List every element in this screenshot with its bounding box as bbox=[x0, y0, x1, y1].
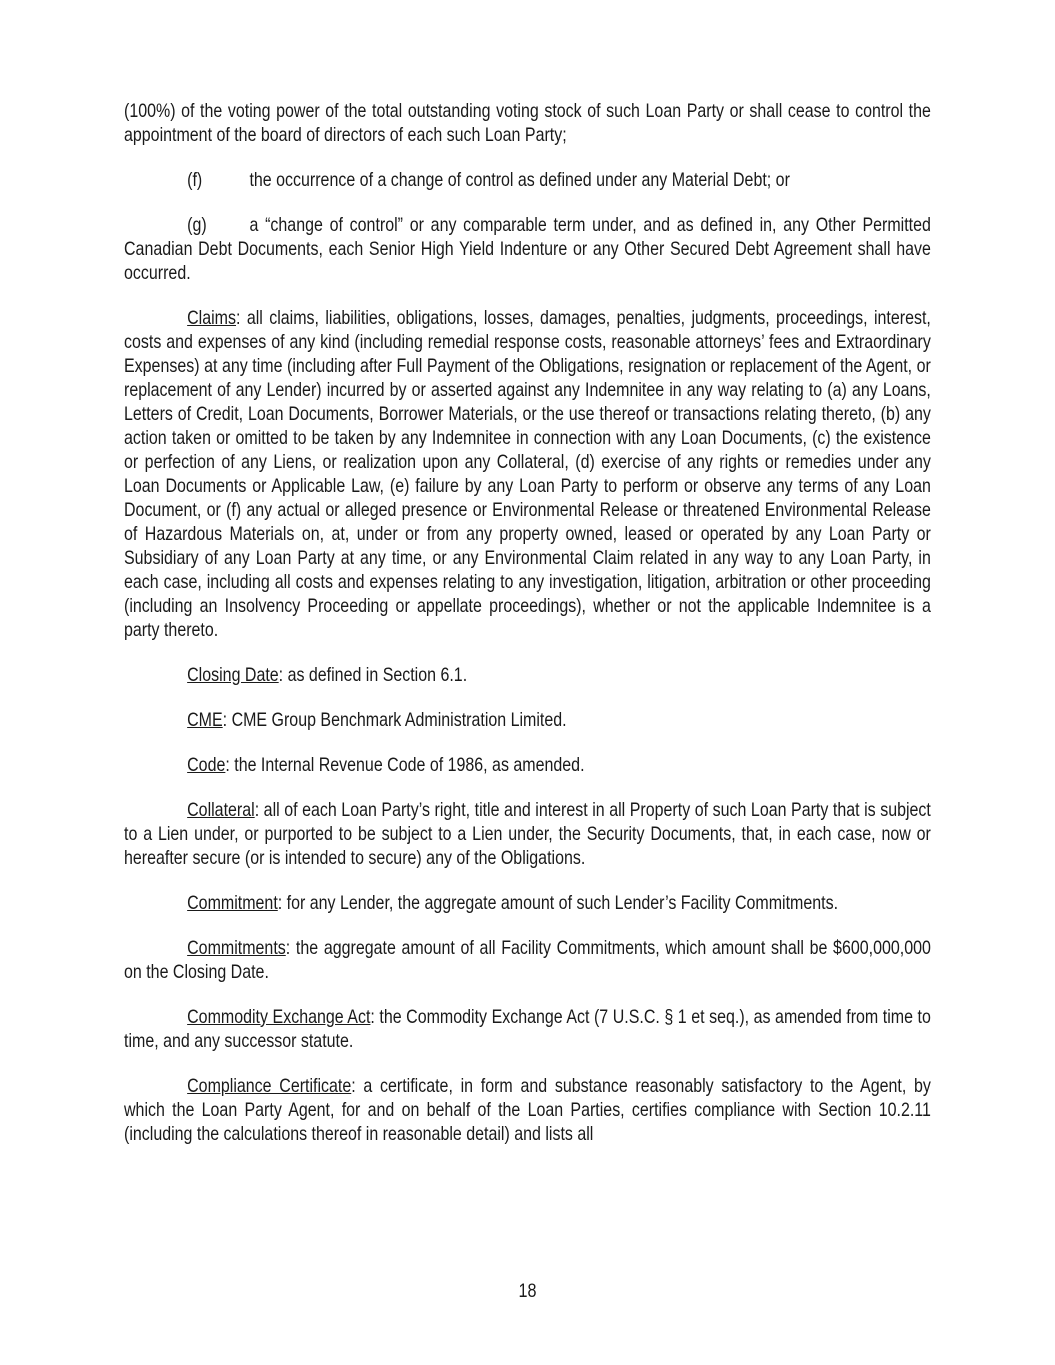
page-number: 18 bbox=[518, 1281, 537, 1302]
item-label: (f) bbox=[187, 169, 203, 191]
paragraph-text: (100%) of the voting power of the total outstanding voting stock of such Loan Party or shall cease to control the appointment of the board of directors of each such Loan Party; bbox=[124, 100, 931, 146]
definition bbox=[124, 1005, 931, 1053]
definition-text: : the Commodity Exchange Act (7 U.S.C. § 1 et seq.), as amended from time to time, and any successor statute. bbox=[124, 1006, 931, 1052]
definition-text: : as defined in Section 6.1. bbox=[278, 664, 468, 686]
definition bbox=[124, 1074, 931, 1146]
item-label: (g) bbox=[187, 214, 207, 236]
item-text: a “change of control” or any comparable term under, and as defined in, any Other Permitted Canadian Debt Documents, each Senior High Yield Indenture or any Other Secured Debt Agreement shall have occurred. bbox=[124, 214, 931, 284]
defined-term: Collateral bbox=[187, 799, 255, 821]
definition-text: : all of each Loan Party’s right, title and interest in all Property of such Loan Party that is subject to a Lien under, or purported to be subject to a Lien under, the Security Documents, that, in each case, now or hereafter secure (or is intended to secure) any of the Obligations. bbox=[124, 799, 931, 869]
document-body bbox=[124, 99, 931, 1167]
definition bbox=[124, 306, 931, 642]
definition bbox=[124, 708, 931, 732]
definition bbox=[124, 936, 931, 984]
definition bbox=[124, 798, 931, 870]
definition-text: : the Internal Revenue Code of 1986, as amended. bbox=[225, 754, 585, 776]
definition bbox=[124, 891, 931, 915]
defined-term: Commitments bbox=[187, 937, 286, 959]
defined-term: Commitment bbox=[187, 892, 278, 914]
defined-term: Claims bbox=[187, 307, 237, 329]
paragraph bbox=[124, 99, 931, 147]
item-text: the occurrence of a change of control as defined under any Material Debt; or bbox=[249, 169, 790, 191]
list-item bbox=[124, 213, 931, 285]
definition bbox=[124, 753, 931, 777]
definition-text: : the aggregate amount of all Facility Commitments, which amount shall be $600,000,000 on the Closing Date. bbox=[124, 937, 931, 983]
defined-term: Code bbox=[187, 754, 226, 776]
defined-term: Commodity Exchange Act bbox=[187, 1006, 371, 1028]
definition bbox=[124, 663, 931, 687]
definition-text: : for any Lender, the aggregate amount of such Lender’s Facility Commitments. bbox=[277, 892, 839, 914]
definition-text: : a certificate, in form and substance reasonably satisfactory to the Agent, by which the Loan Party Agent, for and on behalf of the Loan Parties, certifies compliance with Section 10.2.11 (including the calculations thereof in reasonable detail) and lists all bbox=[124, 1075, 931, 1145]
defined-term: Closing Date bbox=[187, 664, 279, 686]
list-item bbox=[124, 168, 931, 192]
definition-text: : CME Group Benchmark Administration Limited. bbox=[222, 709, 567, 731]
defined-term: Compliance Certificate bbox=[187, 1075, 352, 1097]
definition-text: : all claims, liabilities, obligations, losses, damages, penalties, judgments, proceedings, interest, costs and expenses of any kind (including remedial response costs, reasonable attorneys’ fees and Extraordinary Expenses) at any time (including after Full Payment of the Obligations, resignation or replacement of the Agent, or replacement of any Lender) incurred by or asserted against any Indemnitee in any way relating to (a) any Loans, Letters of Credit, Loan Documents, Borrower Materials, or the use thereof or transactions relating thereto, (b) any action taken or omitted to be taken by any Indemnitee in connection with any Loan Documents, (c) the existence or perfection of any Liens, or realization upon any Collateral, (d) exercise of any rights or remedies under any Loan Documents or Applicable Law, (e) failure by any Loan Party to perform or observe any terms of any Loan Document, or (f) any actual or alleged presence or Environmental Release or threatened Environmental Release of Hazardous Materials on, at, under or from any property owned, leased or operated by any Loan Party or Subsidiary of any Loan Party at any time, or any Environmental Claim related in any way to any Loan Party, in each case, including all costs and expenses relating to any investigation, litigation, arbitration or other proceeding (including an Insolvency Proceeding or appellate proceedings), whether or not the applicable Indemnitee is a party thereto. bbox=[124, 307, 931, 641]
defined-term: CME bbox=[187, 709, 223, 731]
